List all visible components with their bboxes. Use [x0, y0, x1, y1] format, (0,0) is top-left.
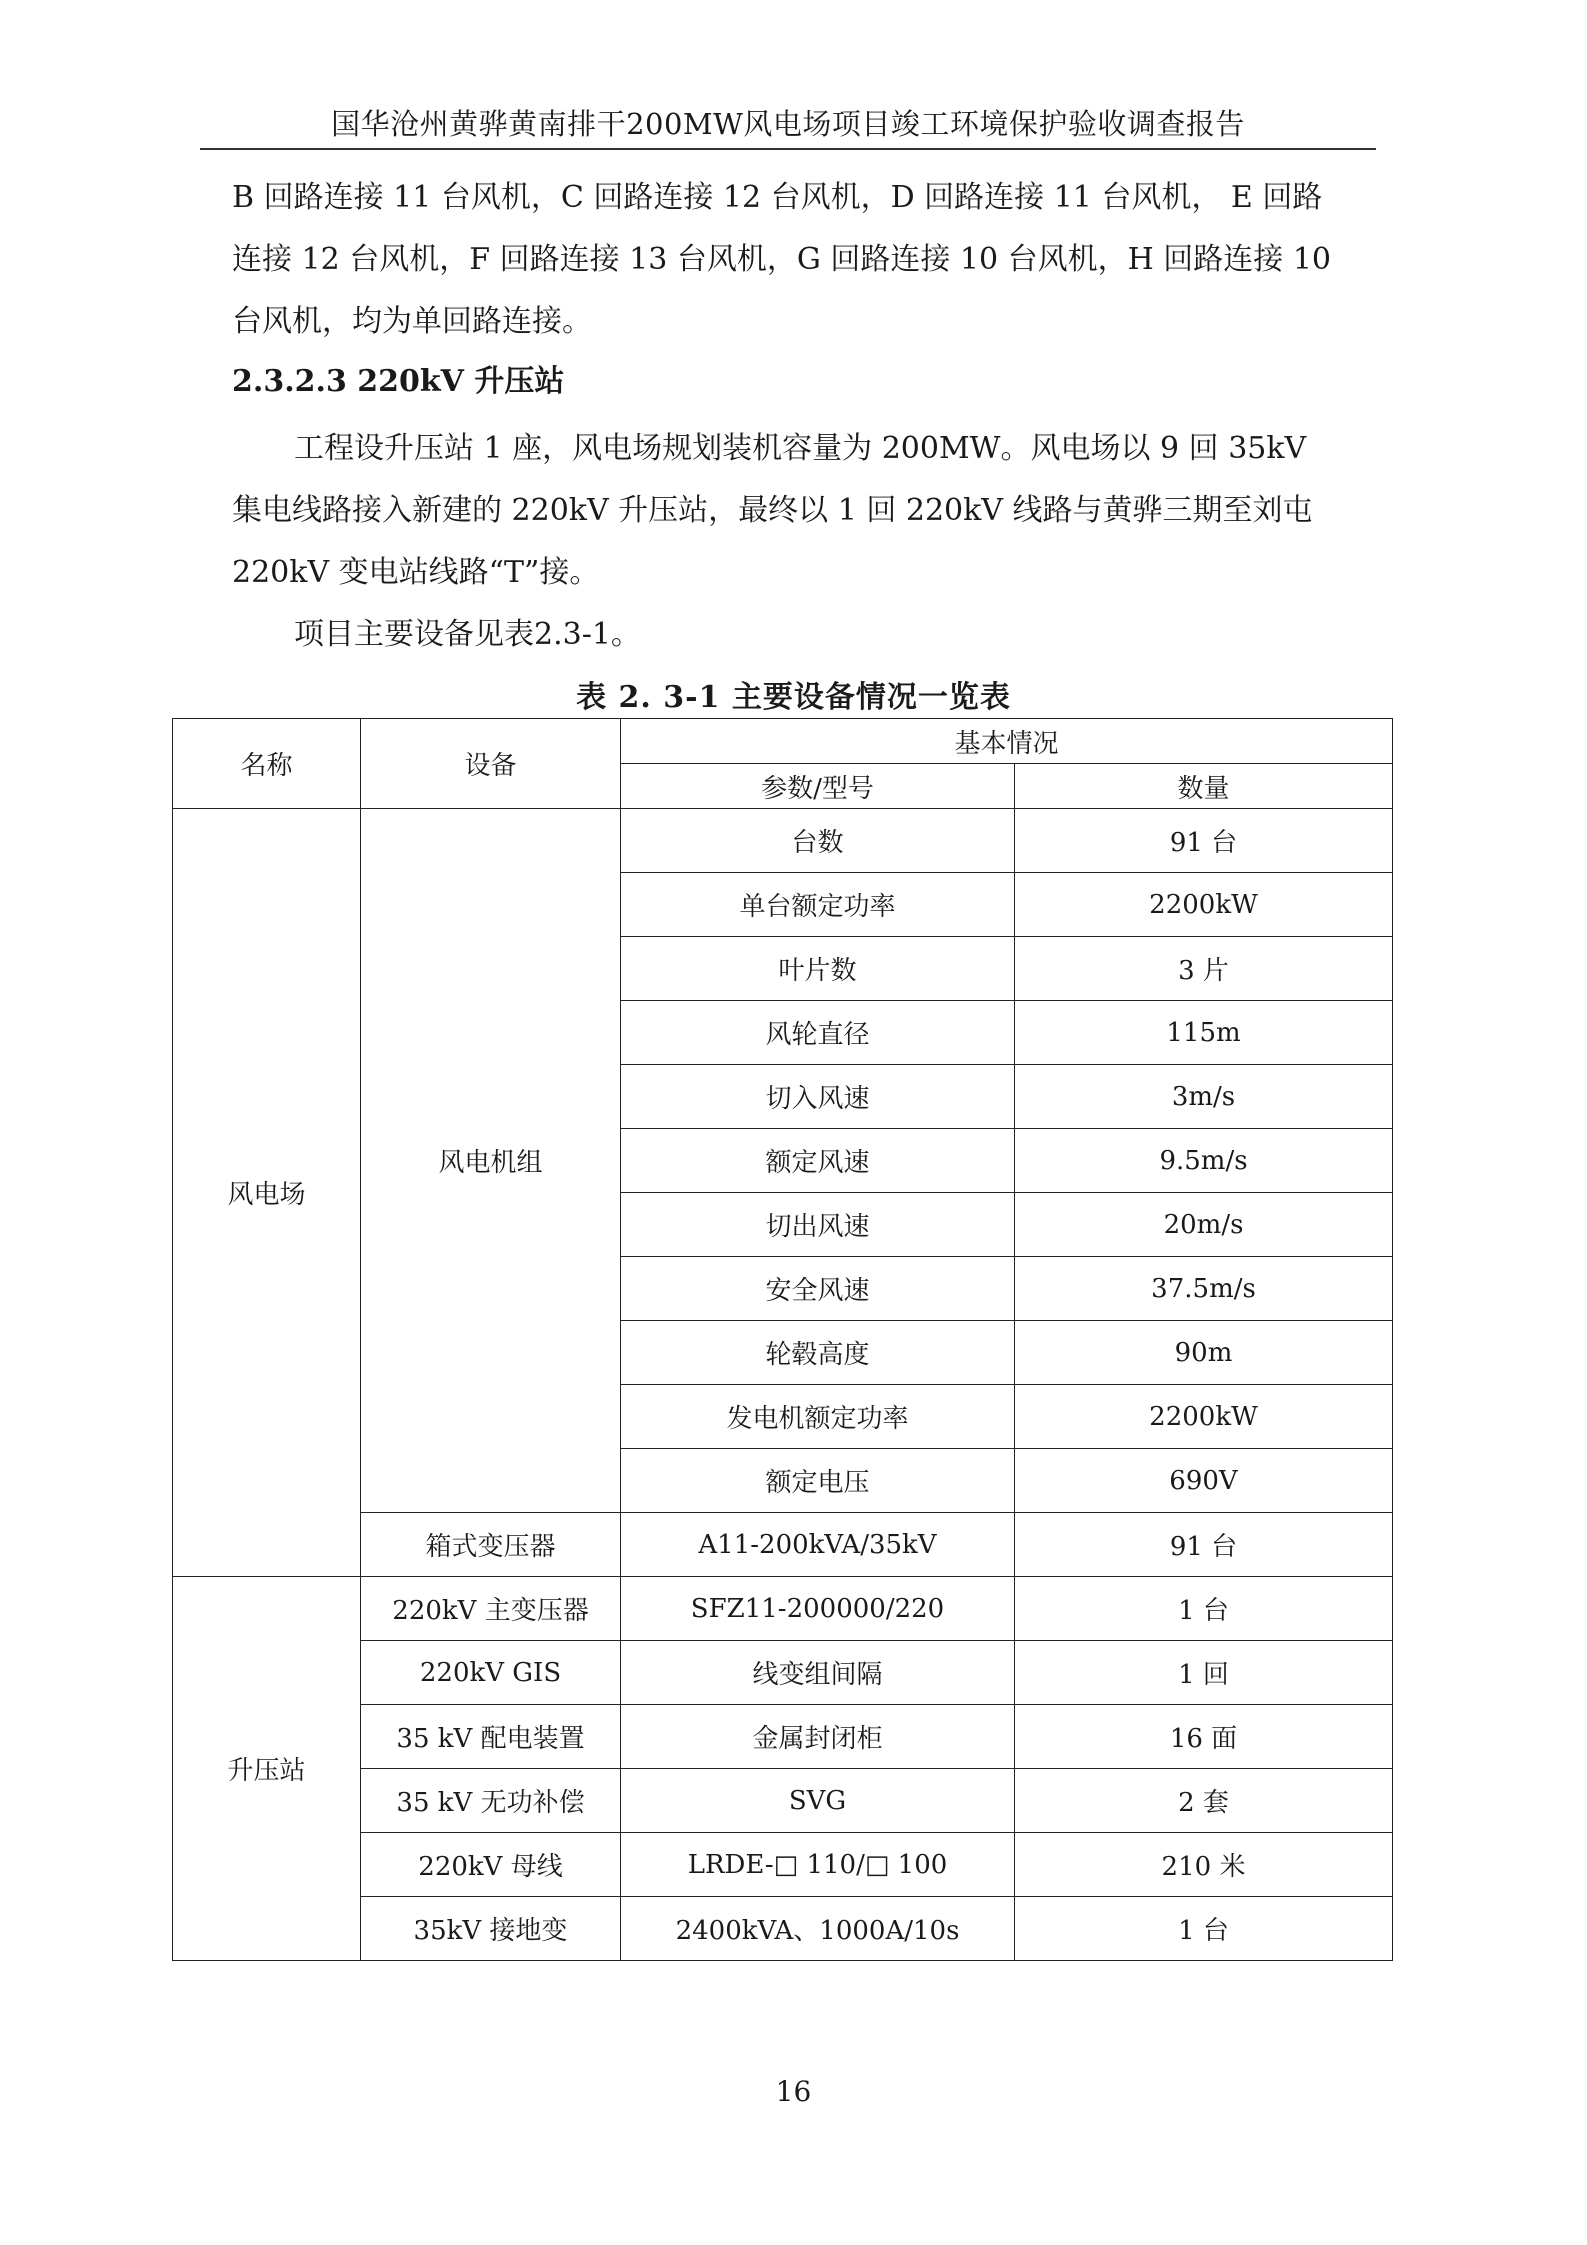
table-reference-paragraph: 项目主要设备见表2.3-1。: [294, 617, 641, 652]
param-cell: 单台额定功率: [621, 873, 1015, 937]
param-cell: SFZ11-200000/220: [621, 1577, 1015, 1641]
text-line: 台风机，均为单回路连接。: [232, 304, 592, 339]
table-header-row: [173, 719, 1393, 764]
page-number: 16: [775, 2075, 812, 2108]
header-param: 参数/型号: [621, 764, 1015, 809]
equipment-cell: 35kV 接地变: [361, 1897, 621, 1961]
equipment-cell: 220kV GIS: [361, 1641, 621, 1705]
header-name: 名称: [173, 719, 361, 809]
qty-cell: 690V: [1015, 1449, 1393, 1513]
group-name-cell: 风电场: [173, 809, 361, 1577]
equipment-cell: 35 kV 无功补偿: [361, 1769, 621, 1833]
qty-cell: 2200kW: [1015, 873, 1393, 937]
qty-cell: 210 米: [1015, 1833, 1393, 1897]
qty-cell: 3m/s: [1015, 1065, 1393, 1129]
param-cell: 轮毂高度: [621, 1321, 1015, 1385]
qty-cell: 2200kW: [1015, 1385, 1393, 1449]
text-line: 连接 12 台风机，F 回路连接 13 台风机，G 回路连接 10 台风机，H 回路连接 10: [232, 242, 1331, 277]
param-cell: 发电机额定功率: [621, 1385, 1015, 1449]
intro-paragraph: [232, 167, 1372, 353]
qty-cell: 1 回: [1015, 1641, 1393, 1705]
qty-cell: 91 台: [1015, 1513, 1393, 1577]
param-cell: LRDE-□ 110/□ 100: [621, 1833, 1015, 1897]
text-line: 220kV 变电站线路“T”接。: [232, 555, 600, 590]
qty-cell: 1 台: [1015, 1577, 1393, 1641]
param-cell: 线变组间隔: [621, 1641, 1015, 1705]
running-header: 国华沧州黄骅黄南排干200MW风电场项目竣工环境保护验收调查报告: [331, 107, 1245, 141]
table-row: [173, 1577, 1393, 1641]
param-cell: 额定风速: [621, 1129, 1015, 1193]
text-line: B 回路连接 11 台风机，C 回路连接 12 台风机，D 回路连接 11 台风机， E 回路: [232, 180, 1323, 215]
section-heading: 2.3.2.3 220kV 升压站: [232, 364, 565, 399]
param-cell: 额定电压: [621, 1449, 1015, 1513]
qty-cell: 20m/s: [1015, 1193, 1393, 1257]
qty-cell: 1 台: [1015, 1897, 1393, 1961]
text-line: 集电线路接入新建的 220kV 升压站，最终以 1 回 220kV 线路与黄骅三期至刘屯: [232, 493, 1313, 528]
param-cell: 安全风速: [621, 1257, 1015, 1321]
table-caption: 表 2. 3-1 主要设备情况一览表: [576, 680, 1011, 715]
qty-cell: 90m: [1015, 1321, 1393, 1385]
header-equipment: 设备: [361, 719, 621, 809]
qty-cell: 91 台: [1015, 809, 1393, 873]
qty-cell: 9.5m/s: [1015, 1129, 1393, 1193]
equipment-cell: 风电机组: [361, 809, 621, 1513]
group-name-cell: 升压站: [173, 1577, 361, 1961]
qty-cell: 115m: [1015, 1001, 1393, 1065]
qty-cell: 3 片: [1015, 937, 1393, 1001]
param-cell: 切入风速: [621, 1065, 1015, 1129]
param-cell: 切出风速: [621, 1193, 1015, 1257]
param-cell: 风轮直径: [621, 1001, 1015, 1065]
param-cell: 叶片数: [621, 937, 1015, 1001]
param-cell: A11-200kVA/35kV: [621, 1513, 1015, 1577]
header-basic-info: 基本情况: [621, 719, 1393, 764]
qty-cell: 37.5m/s: [1015, 1257, 1393, 1321]
table-row: [173, 809, 1393, 873]
header-divider: [200, 148, 1376, 150]
param-cell: SVG: [621, 1769, 1015, 1833]
equipment-cell: 220kV 母线: [361, 1833, 621, 1897]
param-cell: 2400kVA、1000A/10s: [621, 1897, 1015, 1961]
qty-cell: 2 套: [1015, 1769, 1393, 1833]
body-paragraph: [232, 418, 1372, 604]
param-cell: 金属封闭柜: [621, 1705, 1015, 1769]
equipment-cell: 35 kV 配电装置: [361, 1705, 621, 1769]
qty-cell: 16 面: [1015, 1705, 1393, 1769]
equipment-table: [172, 718, 1393, 1961]
header-qty: 数量: [1015, 764, 1393, 809]
param-cell: 台数: [621, 809, 1015, 873]
text-line: 工程设升压站 1 座，风电场规划装机容量为 200MW。风电场以 9 回 35kV: [294, 431, 1307, 466]
equipment-cell: 220kV 主变压器: [361, 1577, 621, 1641]
equipment-cell: 箱式变压器: [361, 1513, 621, 1577]
